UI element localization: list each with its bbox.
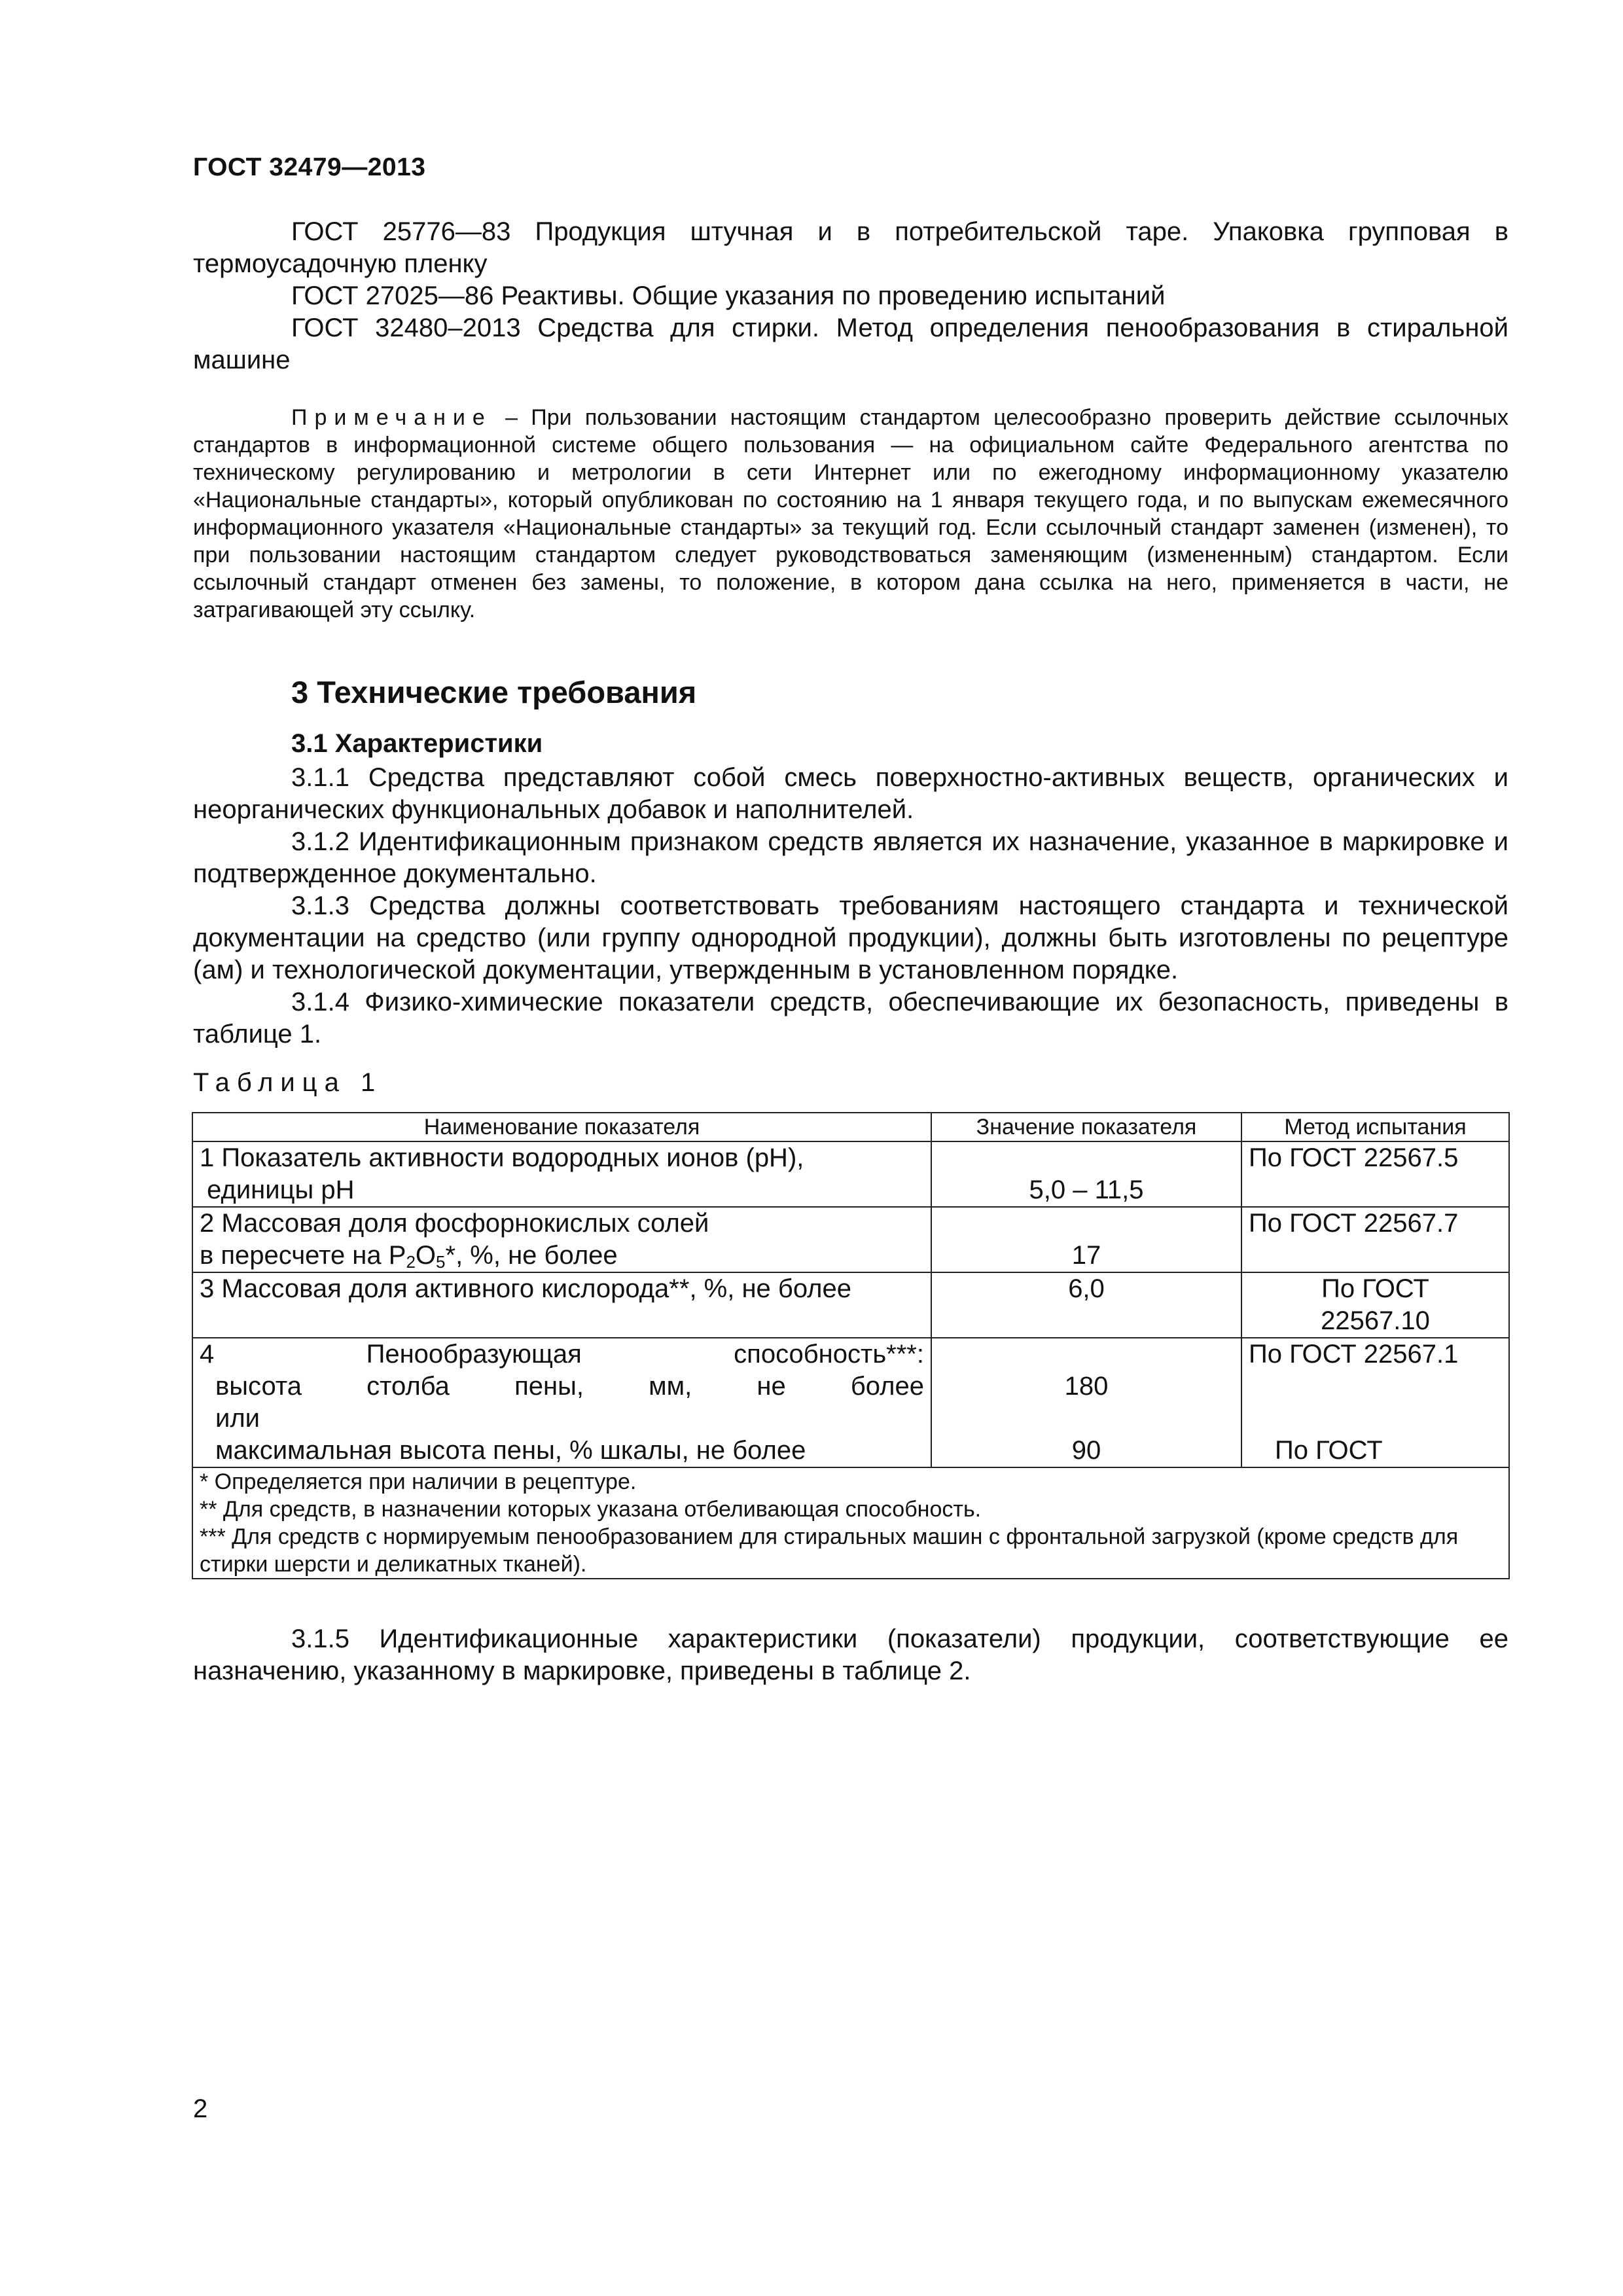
table-1	[192, 1112, 1510, 1579]
after-table-paragraph: 3.1.5 Идентификационные характеристики (показатели) продукции, соответствующие ее назначению, указанному в маркировке, приведены в таблице 2.	[193, 1624, 1508, 1685]
col-header-name: Наименование показателя	[192, 1113, 931, 1141]
document-header: ГОСТ 32479—2013	[193, 153, 426, 181]
note-text: – При пользовании настоящим стандартом целесообразно проверить действие ссылочных стандартов в информационной системе общего пользования — на официальном сайте Федерального агентства по техническому регулированию и метрологии в сети Интернет или по ежегодному информационному указателю «Национальные стандарты», который опубликован по состоянию на 1 января текущего года, и по выпускам ежемесячного информационного указателя «Национальные стандарты» за текущий год. Если ссылочный стандарт заменен (изменен), то при пользовании настоящим стандартом следует руководствоваться заменяющим (измененным) стандартом. Если ссылочный стандарт отменен без замены, то положение, в котором дана ссылка на него, применяется в части, не затрагивающей эту ссылку.	[193, 405, 1508, 622]
col-header-value: Значение показателя	[931, 1113, 1241, 1141]
table-footnotes-row	[192, 1467, 1509, 1579]
table-row: 2 Массовая доля фосфорнокислых солей в пересчете на $Р_2О_5*$, %, не более 17 По ГОСТ 22567.7	[192, 1207, 1509, 1272]
table-header-row	[192, 1113, 1509, 1141]
reference-item: ГОСТ 32480–2013 Средства для стирки. Метод определения пенообразования в стиральной машине	[193, 314, 1508, 374]
paragraph: 3.1.3 Средства должны соответствовать требованиям настоящего стандарта и технической документации на средство (или группу однородной продукции), должны быть изготовлены по рецептуре (ам) и технологической документации, утвержденным в установленном порядке.	[193, 891, 1508, 984]
section-title: 3 Технические требования	[291, 675, 697, 709]
paragraph: 3.1.1 Средства представляют собой смесь поверхностно-активных веществ, органических и неорганических функциональных добавок и наполнителей.	[193, 763, 1508, 824]
references-list	[193, 216, 1508, 376]
footnote: *** Для средств с нормируемым пенообразованием для стиральных машин с фронтальной загрузкой (кроме средств для стирки шерсти и деликатных тканей).	[200, 1524, 1459, 1577]
subsection-title: 3.1 Характеристики	[291, 729, 543, 758]
reference-item: ГОСТ 27025—86 Реактивы. Общие указания по проведению испытаний	[291, 281, 1166, 310]
note-label: Примечание	[291, 405, 492, 430]
footnote: ** Для средств, в назначении которых указана отбеливающая способность.	[200, 1497, 982, 1522]
reference-item: ГОСТ 25776—83 Продукция штучная и в потребительской таре. Упаковка групповая в термоусадочную пленку	[193, 217, 1508, 278]
footnote: * Определяется при наличии в рецептуре.	[200, 1469, 637, 1494]
page-number: 2	[193, 2094, 208, 2123]
paragraph: 3.1.2 Идентификационным признаком средств является их назначение, указанное в маркировке и подтвержденное документально.	[193, 827, 1508, 888]
paragraph: 3.1.4 Физико-химические показатели средств, обеспечивающие их безопасность, приведены в таблице 1.	[193, 988, 1508, 1049]
table-row: 1 Показатель активности водородных ионов (рН), единицы рН 5,0 – 11,5 По ГОСТ 22567.5	[192, 1141, 1509, 1207]
table-caption: Таблица 1	[193, 1068, 383, 1097]
note-block	[193, 404, 1508, 624]
table-row: 4 Пенообразующая способность***: высота столба пены, мм, не более или максимальная высота пены, % шкалы, не более 180 90 По ГОСТ 22567.1 По ГОСТ	[192, 1338, 1509, 1467]
col-header-method: Метод испытания	[1241, 1113, 1509, 1141]
characteristics-paragraphs	[193, 762, 1508, 1050]
table-row: 3 Массовая доля активного кислорода**, %, не более 6,0 По ГОСТ 22567.10	[192, 1272, 1509, 1338]
